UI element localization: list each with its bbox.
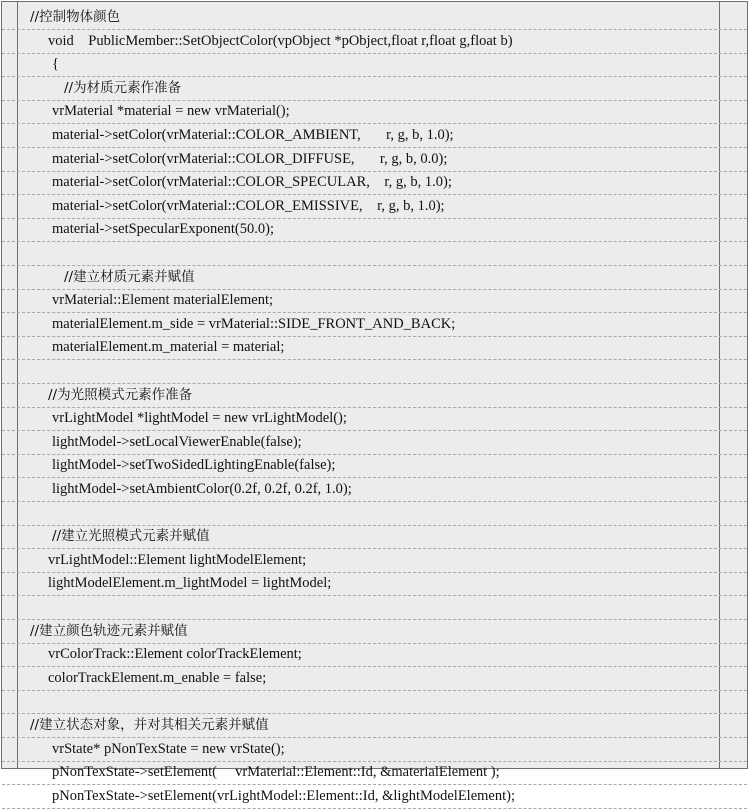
code-line (2, 667, 747, 691)
comment-line (2, 525, 747, 549)
comment-line (2, 77, 747, 101)
line-text: //建立状态对象，并对其相关元素并赋值 (30, 717, 269, 733)
code-line (2, 738, 747, 762)
code-line (2, 124, 747, 148)
code-line (2, 643, 747, 667)
code-line (2, 431, 747, 455)
line-text: lightModelElement.m_lightModel = lightModel; (48, 575, 332, 592)
code-line (2, 171, 747, 195)
code-line (2, 785, 747, 809)
line-text: vrColorTrack::Element colorTrackElement; (48, 646, 302, 663)
comment-line (2, 620, 747, 644)
code-line (2, 313, 747, 337)
line-text: vrLightModel *lightModel = new vrLightModel(); (52, 410, 347, 427)
comment-line (2, 714, 747, 738)
comment-line (2, 384, 747, 408)
blank-line (2, 242, 747, 266)
comment-line (2, 266, 747, 290)
blank-line (2, 596, 747, 620)
code-line (2, 549, 747, 573)
code-line (2, 100, 747, 124)
blank-line (2, 360, 747, 384)
line-text: //为材质元素作准备 (64, 79, 182, 96)
line-text: vrMaterial::Element materialElement; (52, 292, 274, 309)
line-text: material->setColor(vrMaterial::COLOR_DIFFUSE, r, g, b, 0.0); (52, 150, 448, 167)
blank-line (2, 502, 747, 526)
comment-line (2, 6, 747, 30)
line-text: lightModel->setLocalViewerEnable(false); (52, 433, 302, 450)
line-text: materialElement.m_material = material; (52, 339, 285, 356)
code-line (2, 761, 747, 785)
line-text: vrLightModel::Element lightModelElement; (48, 551, 307, 568)
line-text: lightModel->setAmbientColor(0.2f, 0.2f, 0.2f, 1.0); (52, 481, 352, 497)
code-line (2, 218, 747, 242)
line-text: //建立光照模式元素并赋值 (52, 528, 210, 545)
line-text: vrMaterial *material = new vrMaterial(); (52, 103, 290, 120)
code-lines (2, 2, 747, 804)
code-line (2, 478, 747, 502)
line-text: materialElement.m_side = vrMaterial::SIDE_FRONT_AND_BACK; (52, 315, 456, 332)
code-line (2, 148, 747, 172)
line-text: //建立颜色轨迹元素并赋值 (30, 622, 188, 639)
code-line (2, 30, 747, 54)
line-text: material->setColor(vrMaterial::COLOR_SPECULAR, r, g, b, 1.0); (52, 174, 452, 191)
code-line (2, 454, 747, 478)
line-text: material->setColor(vrMaterial::COLOR_EMISSIVE, r, g, b, 1.0); (52, 197, 445, 214)
line-text: //建立材质元素并赋值 (64, 268, 195, 285)
line-text: lightModel->setTwoSidedLightingEnable(false); (52, 457, 336, 474)
line-text: pNonTexState->setElement(vrLightModel::Element::Id, &lightModelElement); (52, 787, 516, 804)
code-line (2, 289, 747, 313)
line-text: colorTrackElement.m_enable = false; (48, 669, 267, 686)
code-line (2, 572, 747, 596)
code-line (2, 336, 747, 360)
code-line (2, 53, 747, 77)
line-text: //控制物体颜色 (30, 9, 121, 25)
line-text: //为光照模式元素作准备 (48, 386, 193, 403)
line-text: void PublicMember::SetObjectColor(vpObject *pObject,float r,float g,float b) (48, 32, 513, 49)
line-text: material->setColor(vrMaterial::COLOR_AMBIENT, r, g, b, 1.0); (52, 127, 454, 143)
line-text: vrState* pNonTexState = new vrState(); (52, 740, 285, 757)
blank-line (2, 690, 747, 714)
code-line (2, 407, 747, 431)
code-line (2, 195, 747, 219)
line-text: pNonTexState->setElement( vrMaterial::Element::Id, &materialElement ); (52, 764, 500, 781)
line-text: material->setSpecularExponent(50.0); (52, 221, 274, 238)
code-listing (1, 1, 748, 804)
line-text: { (52, 56, 59, 73)
